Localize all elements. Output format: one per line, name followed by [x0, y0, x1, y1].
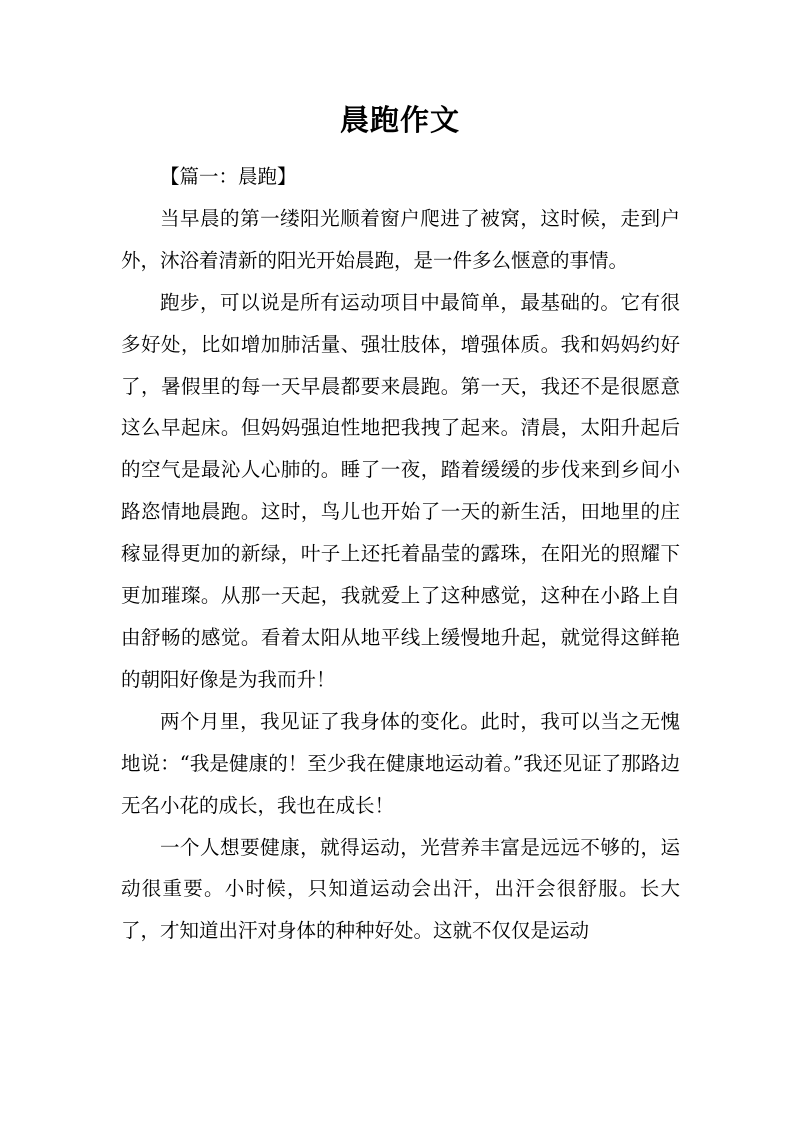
document-body: [121, 156, 680, 952]
paragraph-4: 一个人想要健康，就得运动，光营养丰富是远远不够的，运动很重要。小时候，只知道运动会出汗，出汗会很舒服。长大了，才知道出汗对身体的种种好处。这就不仅仅是运动: [121, 835, 680, 943]
paragraph-1: 当早晨的第一缕阳光顺着窗户爬进了被窝，这时候，走到户外，沐浴着清新的阳光开始晨跑，是一件多么惬意的事情。: [121, 206, 680, 272]
section-heading: 【篇一：晨跑】: [160, 165, 297, 188]
paragraph-2: 跑步，可以说是所有运动项目中最简单，最基础的。它有很多好处，比如增加肺活量、强壮肢体，增强体质。我和妈妈约好了，暑假里的每一天早晨都要来晨跑。第一天，我还不是很愿意这么早起床。但妈妈强迫性地把我拽了起来。清晨，太阳升起后的空气是最沁人心肺的。睡了一夜，踏着缓缓的步伐来到乡间小路恣情地晨跑。这时，鸟儿也开始了一天的新生活，田地里的庄稼显得更加的新绿，叶子上还托着晶莹的露珠，在阳光的照耀下更加璀璨。从那一天起，我就爱上了这种感觉，这种在小路上自由舒畅的感觉。看着太阳从地平线上缓慢地升起，就觉得这鲜艳的朝阳好像是为我而升！: [121, 290, 680, 691]
paragraph-3: 两个月里，我见证了我身体的变化。此时，我可以当之无愧地说：“我是健康的！至少我在健康地运动着。”我还见证了那路边无名小花的成长，我也在成长！: [121, 709, 680, 817]
document-title: 晨跑作文: [339, 103, 460, 137]
